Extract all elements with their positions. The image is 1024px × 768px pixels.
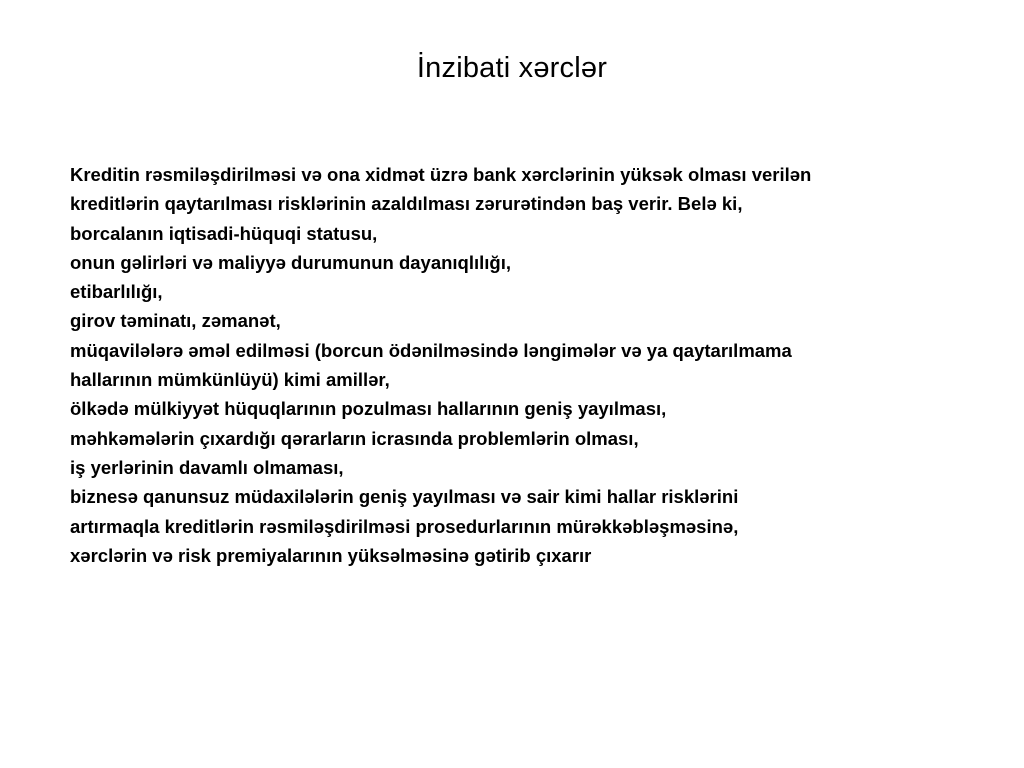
- body-line: iş yerlərinin davamlı olmaması,: [70, 456, 344, 478]
- body-line: Kreditin rəsmiləşdirilməsi və ona xidmət üzrə bank xərclərinin yüksək olması verilən: [70, 164, 812, 185]
- slide-title: İnzibati xərclər: [416, 52, 608, 84]
- body-line: məhkəmələrin çıxardığı qərarların icrasında problemlərin olması,: [70, 427, 639, 449]
- body-line: kreditlərin qaytarılması risklərinin azaldılması zərurətindən baş verir. Belə ki,: [70, 193, 743, 215]
- body-line: etibarlılığı,: [70, 281, 163, 303]
- body-line: girov təminatı, zəmanət,: [70, 310, 281, 332]
- body-line: borcalanın iqtisadi-hüquqi statusu,: [70, 222, 378, 244]
- body-line: artırmaqla kreditlərin rəsmiləşdirilməsi prosedurlarının mürəkkəbləşməsinə,: [70, 515, 739, 537]
- body-line: ölkədə mülkiyyət hüquqlarının pozulması hallarının geniş yayılması,: [70, 398, 667, 420]
- body-line: biznesə qanunsuz müdaxilələrin geniş yayılması və sair kimi hallar risklərini: [70, 486, 739, 508]
- body-line: xərclərin və risk premiyalarının yüksəlməsinə gətirib çıxarır: [70, 544, 592, 566]
- slide-body-text: [70, 160, 1000, 570]
- body-line: onun gəlirləri və maliyyə durumunun dayanıqlılığı,: [70, 251, 512, 273]
- body-line: müqavilələrə əməl edilməsi (borcun ödənilməsində ləngimələr və ya qaytarılmama: [70, 339, 792, 361]
- body-line: hallarının mümkünlüyü) kimi amillər,: [70, 369, 390, 391]
